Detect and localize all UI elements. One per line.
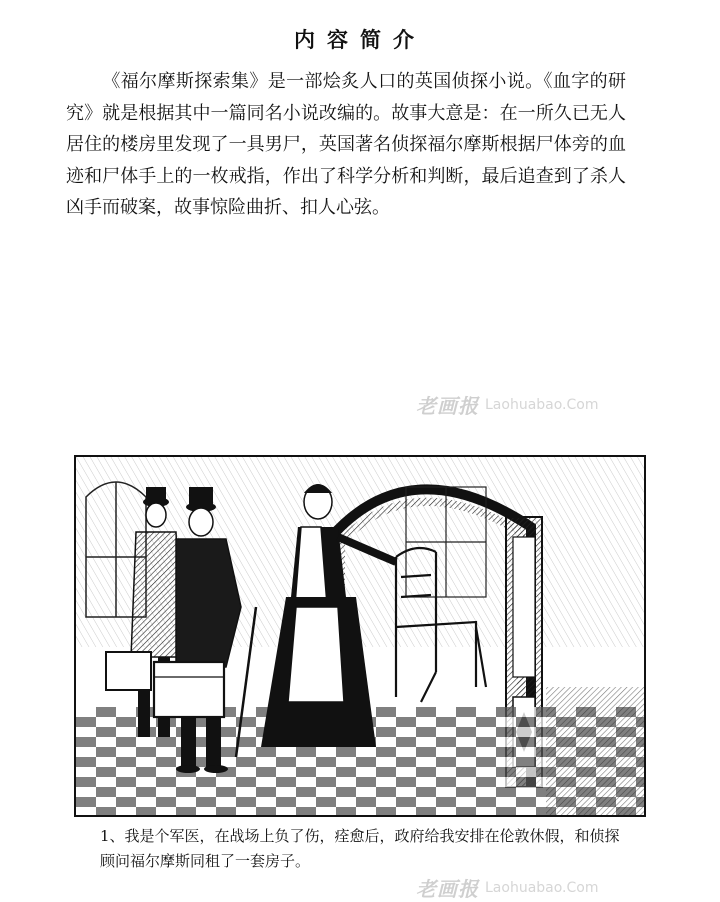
watermark-url: Laohuabao.Com [485,396,599,413]
caption: 1、我是个军医，在战场上负了伤，痊愈后，政府给我安排在伦敦休假，和侦探顾问福尔摩斯同租了一套房子。 [100,827,620,870]
illustration-drawing [76,457,644,815]
page-title: 内容简介 [294,27,426,52]
watermark-logo: 老画报 [416,877,479,901]
watermark-bottom [416,873,598,902]
intro-paragraph [66,66,626,224]
illustration [74,455,646,817]
watermark-logo: 老画报 [416,394,479,418]
intro-text: 《福尔摩斯探索集》是一部烩炙人口的英国侦探小说。《血字的研究》就是根据其中一篇同名小说改编的。故事大意是：在一所久已无人居住的楼房里发现了一具男尸，英国著名侦探福尔摩斯根据尸体旁的血迹和尸体手上的一枚戒指，作出了科学分析和判断，最后追查到了杀人凶手而破案，故事惊险曲折、扣人心弦。 [66,71,626,218]
watermark-url: Laohuabao.Com [485,879,599,896]
watermark-top [416,390,598,419]
